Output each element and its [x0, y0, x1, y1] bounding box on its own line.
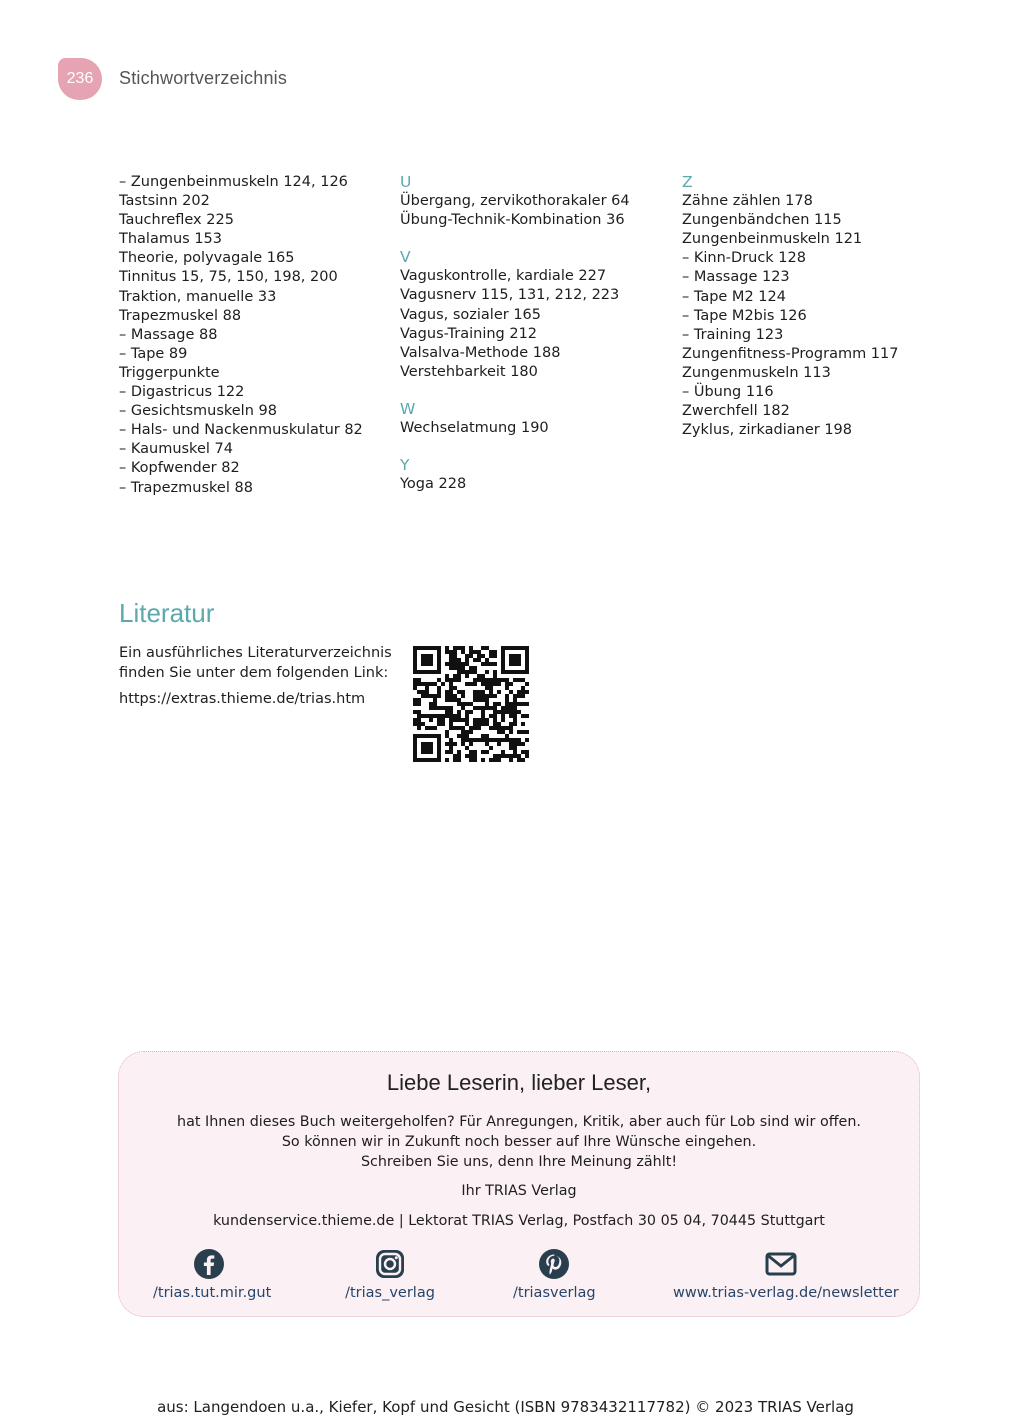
index-entry: Zungenmuskeln 113	[682, 364, 831, 381]
index-letter-heading: Z	[682, 173, 693, 191]
feedback-heading: Liebe Leserin, lieber Leser,	[386, 1070, 652, 1095]
facebook-icon	[193, 1248, 225, 1280]
feedback-line: hat Ihnen dieses Buch weitergeholfen? Für Anregungen, Kritik, aber auch für Lob sind wir offen.	[177, 1114, 861, 1130]
social-label: /trias.tut.mir.gut	[153, 1285, 272, 1301]
envelope-icon	[765, 1248, 797, 1280]
feedback-box	[118, 1051, 920, 1317]
social-pinterest[interactable]	[513, 1248, 595, 1301]
page-title: Stichwortverzeichnis	[119, 68, 288, 88]
index-entry: – Gesichtsmuskeln 98	[119, 403, 277, 420]
index-entry: Triggerpunkte	[119, 364, 220, 381]
index-entry: – Übung 116	[682, 384, 774, 401]
index-entry: – Kopfwender 82	[119, 460, 240, 477]
index-entry: – Tape 89	[119, 345, 188, 362]
index-entry: Zähne zählen 178	[682, 193, 813, 210]
feedback-signature: Ihr TRIAS Verlag	[461, 1183, 577, 1199]
index-entry: Tauchreflex 225	[119, 212, 234, 229]
index-entry: – Zungenbeinmuskeln 124, 126	[119, 174, 348, 190]
index-entry: Verstehbarkeit 180	[400, 363, 538, 380]
index-entry: Tinnitus 15, 75, 150, 198, 200	[119, 269, 338, 286]
index-entry: Theorie, polyvagale 165	[119, 250, 295, 267]
index-entry: – Digastricus 122	[119, 384, 245, 401]
index-entry: – Kinn-Druck 128	[682, 250, 806, 267]
literatur-link[interactable]: https://extras.thieme.de/trias.htm	[119, 691, 366, 707]
index-entry: Zwerchfell 182	[682, 403, 790, 420]
feedback-contact: kundenservice.thieme.de | Lektorat TRIAS Verlag, Postfach 30 05 04, 70445 Stuttgart	[213, 1213, 825, 1229]
feedback-line: So können wir in Zukunft noch besser auf Ihre Wünsche eingehen.	[281, 1134, 757, 1150]
index-column-1	[119, 173, 363, 498]
social-label: /triasverlag	[513, 1285, 596, 1301]
literatur-text: Ein ausführliches Literaturverzeichnis finden Sie unter dem folgenden Link:	[119, 645, 392, 681]
social-facebook[interactable]	[153, 1248, 272, 1301]
index-entry: Valsalva-Methode 188	[400, 344, 561, 361]
index-entry: Wechselatmung 190	[400, 420, 549, 437]
social-label: /trias_verlag	[345, 1285, 435, 1301]
footer-credit: aus: Langendoen u.a., Kiefer, Kopf und Gesicht (ISBN 9783432117782) © 2023 TRIAS Verlag	[157, 1398, 854, 1416]
literatur-heading: Literatur	[119, 598, 215, 628]
index-entry: – Massage 88	[119, 326, 218, 343]
index-entry: – Hals- und Nackenmuskulatur 82	[119, 422, 363, 439]
index-entry: – Trapezmuskel 88	[119, 479, 253, 496]
index-entry: Tastsinn 202	[119, 193, 210, 210]
index-letter-heading: U	[400, 173, 412, 191]
index-entry: – Tape M2 124	[682, 288, 786, 305]
feedback-line: Schreiben Sie uns, denn Ihre Meinung zählt!	[360, 1154, 678, 1170]
index-entry: – Training 123	[682, 326, 784, 343]
index-letter-heading: V	[400, 248, 411, 267]
index-entry: – Massage 123	[682, 269, 790, 286]
feedback-body	[119, 1112, 919, 1172]
index-entry: Yoga 228	[400, 476, 467, 493]
index-entry: – Kaumuskel 74	[119, 441, 233, 458]
index-column-2	[400, 173, 630, 494]
index-letter-heading: Y	[400, 456, 410, 475]
index-entry: Übergang, zervikothorakaler 64	[400, 193, 630, 210]
index-entry: Übung-Technik-Kombination 36	[400, 212, 625, 229]
page-number-badge: 236	[58, 58, 102, 100]
index-entry: Traktion, manuelle 33	[119, 288, 277, 305]
pinterest-icon	[538, 1248, 570, 1280]
index-entry: Zungenbändchen 115	[682, 212, 842, 229]
index-entry: Trapezmuskel 88	[119, 307, 242, 324]
index-entry: Zyklus, zirkadianer 198	[682, 422, 853, 439]
index-entry: Vagus-Training 212	[400, 325, 538, 342]
index-column-3	[682, 173, 899, 440]
instagram-icon	[374, 1248, 406, 1280]
qr-code-icon	[413, 646, 529, 762]
index-letter-heading: W	[400, 399, 416, 418]
index-entry: – Tape M2bis 126	[682, 307, 807, 324]
index-entry: Zungenbeinmuskeln 121	[682, 231, 863, 248]
index-entry: Thalamus 153	[119, 231, 223, 248]
index-entry: Vagus, sozialer 165	[400, 306, 541, 323]
index-entry: Vaguskontrolle, kardiale 227	[400, 268, 607, 285]
social-instagram[interactable]	[345, 1248, 435, 1301]
social-label: www.trias-verlag.de/newsletter	[673, 1285, 899, 1301]
index-entry: Zungenfitness-Programm 117	[682, 345, 899, 362]
index-entry: Vagusnerv 115, 131, 212, 223	[400, 287, 620, 304]
social-newsletter[interactable]	[673, 1248, 899, 1301]
